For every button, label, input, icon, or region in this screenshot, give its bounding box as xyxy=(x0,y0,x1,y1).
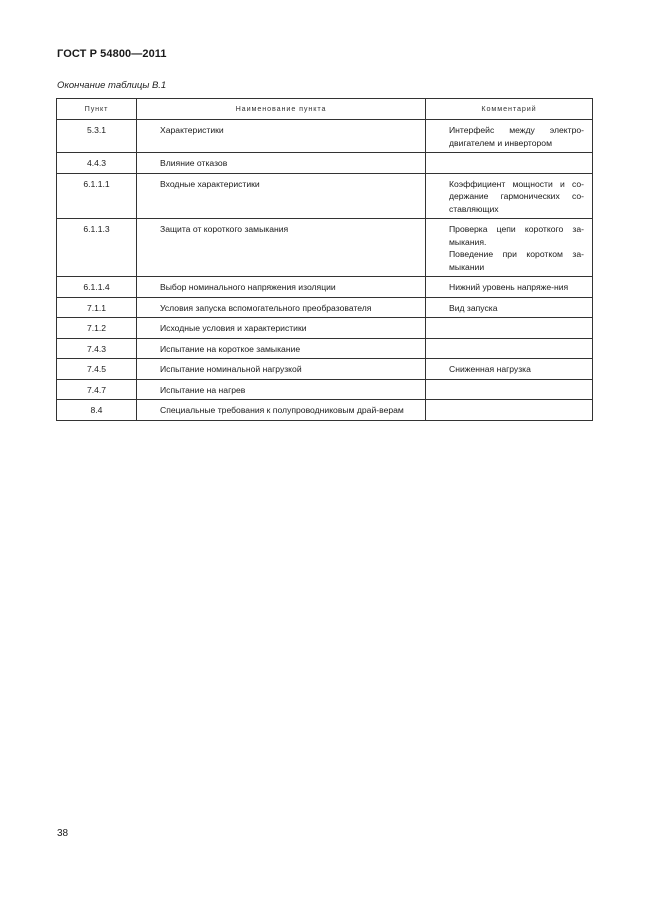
table-row xyxy=(57,359,593,380)
clause-number: 8.4 xyxy=(57,400,137,421)
comment-paragraph: Сниженная нагрузка xyxy=(449,364,531,374)
requirements-table xyxy=(56,98,593,421)
clause-comment xyxy=(426,297,593,318)
clause-number: 6.1.1.1 xyxy=(57,173,137,219)
clause-number: 7.1.2 xyxy=(57,318,137,339)
clause-name: Испытание на нагрев xyxy=(137,379,426,400)
clause-name: Испытание номинальной нагрузкой xyxy=(137,359,426,380)
clause-comment xyxy=(426,400,593,421)
table-row xyxy=(57,400,593,421)
clause-name: Влияние отказов xyxy=(137,153,426,174)
comment-paragraph: Интерфейс между электро-двигателем и инвертором xyxy=(449,125,584,148)
comment-paragraph: Нижний уровень напряже-ния xyxy=(449,282,569,292)
comment-paragraph: Вид запуска xyxy=(449,302,498,313)
clause-number: 7.4.5 xyxy=(57,359,137,380)
column-header-comment: Комментарий xyxy=(426,99,593,120)
document-code: ГОСТ Р 54800—2011 xyxy=(57,48,167,60)
table-header-row xyxy=(57,99,593,120)
table-body xyxy=(57,120,593,421)
clause-comment xyxy=(426,153,593,174)
table-row xyxy=(57,297,593,318)
clause-name: Испытание на короткое замыкание xyxy=(137,338,426,359)
table-caption: Окончание таблицы В.1 xyxy=(57,80,167,91)
clause-comment xyxy=(426,379,593,400)
clause-name: Специальные требования к полупроводниковым драй-верам xyxy=(137,400,426,421)
table-row xyxy=(57,338,593,359)
clause-name: Исходные условия и характеристики xyxy=(137,318,426,339)
table-row xyxy=(57,318,593,339)
column-header-clause: Пункт xyxy=(57,99,137,120)
column-header-name: Наименование пункта xyxy=(137,99,426,120)
clause-name: Выбор номинального напряжения изоляции xyxy=(137,277,426,298)
comment-paragraph: Проверка цепи короткого за-мыкания. xyxy=(449,224,584,247)
clause-number: 6.1.1.3 xyxy=(57,219,137,277)
clause-comment xyxy=(426,338,593,359)
table-row xyxy=(57,173,593,219)
clause-number: 4.4.3 xyxy=(57,153,137,174)
table-row xyxy=(57,379,593,400)
table-row xyxy=(57,153,593,174)
clause-comment xyxy=(426,318,593,339)
clause-number: 7.4.7 xyxy=(57,379,137,400)
clause-comment xyxy=(426,120,593,153)
table-row xyxy=(57,120,593,153)
clause-number: 7.4.3 xyxy=(57,338,137,359)
clause-number: 5.3.1 xyxy=(57,120,137,153)
clause-name: Характеристики xyxy=(137,120,426,153)
clause-number: 6.1.1.4 xyxy=(57,277,137,298)
table-row xyxy=(57,219,593,277)
clause-name: Защита от короткого замыкания xyxy=(137,219,426,277)
clause-comment xyxy=(426,219,593,277)
page-number: 38 xyxy=(57,828,69,839)
table-row xyxy=(57,277,593,298)
clause-comment xyxy=(426,277,593,298)
comment-paragraph: Поведение при коротком за-мыкании xyxy=(449,249,584,272)
comment-paragraph: Коэффициент мощности и со-держание гармонических со-ставляющих xyxy=(449,178,584,214)
clause-name: Входные характеристики xyxy=(137,173,426,219)
clause-comment xyxy=(426,173,593,219)
clause-comment xyxy=(426,359,593,380)
clause-name: Условия запуска вспомогательного преобразователя xyxy=(137,297,426,318)
clause-number: 7.1.1 xyxy=(57,297,137,318)
